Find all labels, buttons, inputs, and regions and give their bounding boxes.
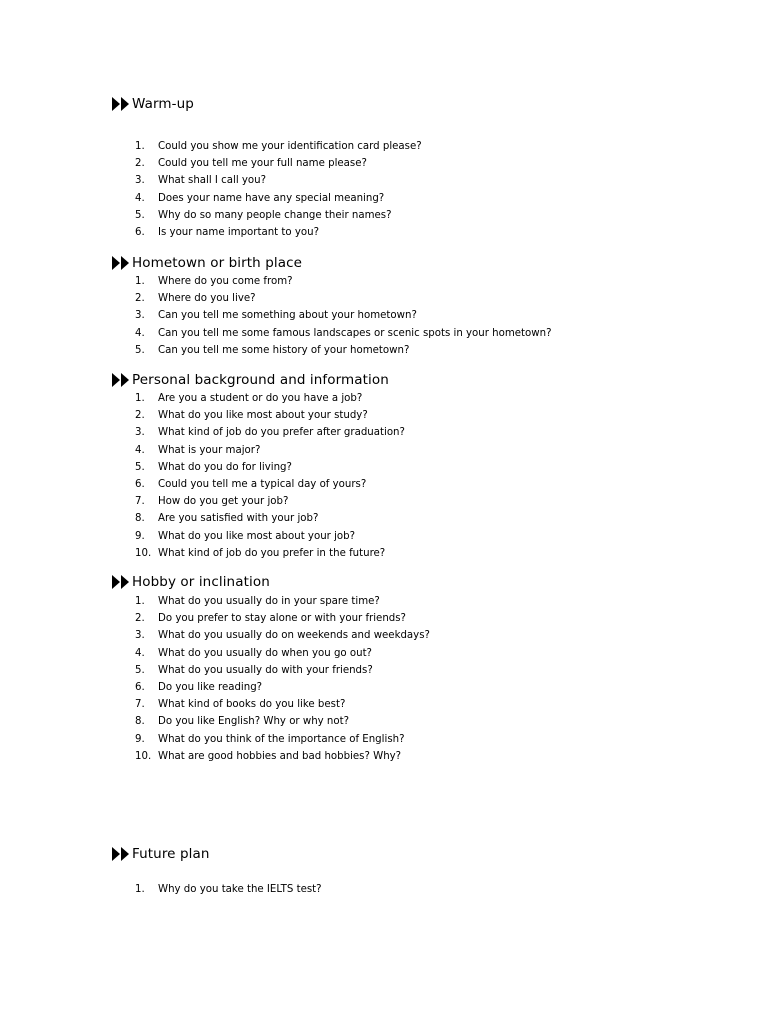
section-title: Personal background and information [132,372,389,388]
double-arrow-right-icon [112,97,131,111]
item-number: 1. [135,276,145,287]
item-number: 1. [135,596,145,607]
item-number: 10. [135,547,152,559]
item-number: 1. [135,393,145,404]
item-text: Does your name have any special meaning? [158,192,385,204]
item-text: What kind of job do you prefer in the future? [158,547,386,559]
item-text: Is your name important to you? [158,226,319,238]
item-number: 9. [135,733,145,745]
item-number: 5. [135,209,145,221]
section-title: Future plan [132,846,210,862]
item-number: 7. [135,496,145,508]
item-text: Why do you take the IELTS test? [158,884,322,895]
item-text: Where do you live? [158,293,256,305]
section-title: Warm-up [132,96,194,112]
item-number: 4. [135,192,145,204]
section-heading [112,370,389,390]
item-text: How do you get your job? [158,496,289,508]
item-text: Do you prefer to stay alone or with your friends? [158,613,406,625]
item-number: 2. [135,293,145,305]
item-number: 5. [135,664,145,676]
item-text: Could you tell me a typical day of yours? [158,478,367,490]
item-text: What do you like most about your job? [158,530,356,542]
section-title: Hometown or birth place [132,255,303,271]
item-text: What kind of books do you like best? [158,699,346,711]
section-heading [112,253,302,273]
item-number: 3. [135,310,145,322]
item-text: Do you like reading? [158,681,263,693]
item-number: 6. [135,478,145,490]
item-text: What are good hobbies and bad hobbies? Why? [158,750,402,762]
item-text: What shall I call you? [158,175,267,187]
item-number: 2. [135,410,145,422]
item-number: 3. [135,630,145,642]
double-arrow-right-icon [112,575,131,589]
item-text: Why do so many people change their names? [158,209,392,221]
item-text: What do you do for living? [158,461,292,473]
item-text: What do you like most about your study? [158,410,368,422]
item-text: Are you satisfied with your job? [158,513,319,525]
item-text: Can you tell me some famous landscapes or scenic spots in your hometown? [158,327,552,339]
item-number: 6. [135,226,145,238]
item-text: Do you like English? Why or why not? [158,716,350,728]
item-text: What do you usually do with your friends? [158,664,373,676]
section-title: Hobby or inclination [132,574,270,590]
item-text: Where do you come from? [158,276,293,287]
item-number: 3. [135,175,145,187]
item-number: 8. [135,513,145,525]
item-number: 6. [135,681,145,693]
section-heading [112,572,270,592]
item-number: 7. [135,699,145,711]
item-number: 2. [135,613,145,625]
item-number: 4. [135,327,145,339]
item-number: 5. [135,344,145,356]
section-heading [112,844,210,864]
item-number: 5. [135,461,145,473]
item-text: What do you think of the importance of English? [158,733,405,745]
item-text: Are you a student or do you have a job? [158,393,363,404]
item-number: 4. [135,444,145,456]
item-number: 1. [135,884,145,895]
item-text: What do you usually do in your spare time? [158,596,380,607]
item-number: 2. [135,158,145,170]
item-text: What is your major? [158,444,261,456]
item-text: Could you tell me your full name please? [158,158,367,170]
item-number: 3. [135,427,145,439]
item-text: What do you usually do when you go out? [158,647,372,659]
item-text: What do you usually do on weekends and weekdays? [158,630,430,642]
double-arrow-right-icon [112,847,131,861]
item-number: 9. [135,530,145,542]
section-heading [112,94,194,114]
item-number: 1. [135,141,145,152]
item-number: 10. [135,750,152,762]
item-text: Could you show me your identification card please? [158,141,422,152]
item-text: What kind of job do you prefer after graduation? [158,427,405,439]
item-number: 8. [135,716,145,728]
item-text: Can you tell me something about your hometown? [158,310,417,322]
double-arrow-right-icon [112,256,131,270]
item-number: 4. [135,647,145,659]
item-text: Can you tell me some history of your hometown? [158,344,410,356]
double-arrow-right-icon [112,373,131,387]
